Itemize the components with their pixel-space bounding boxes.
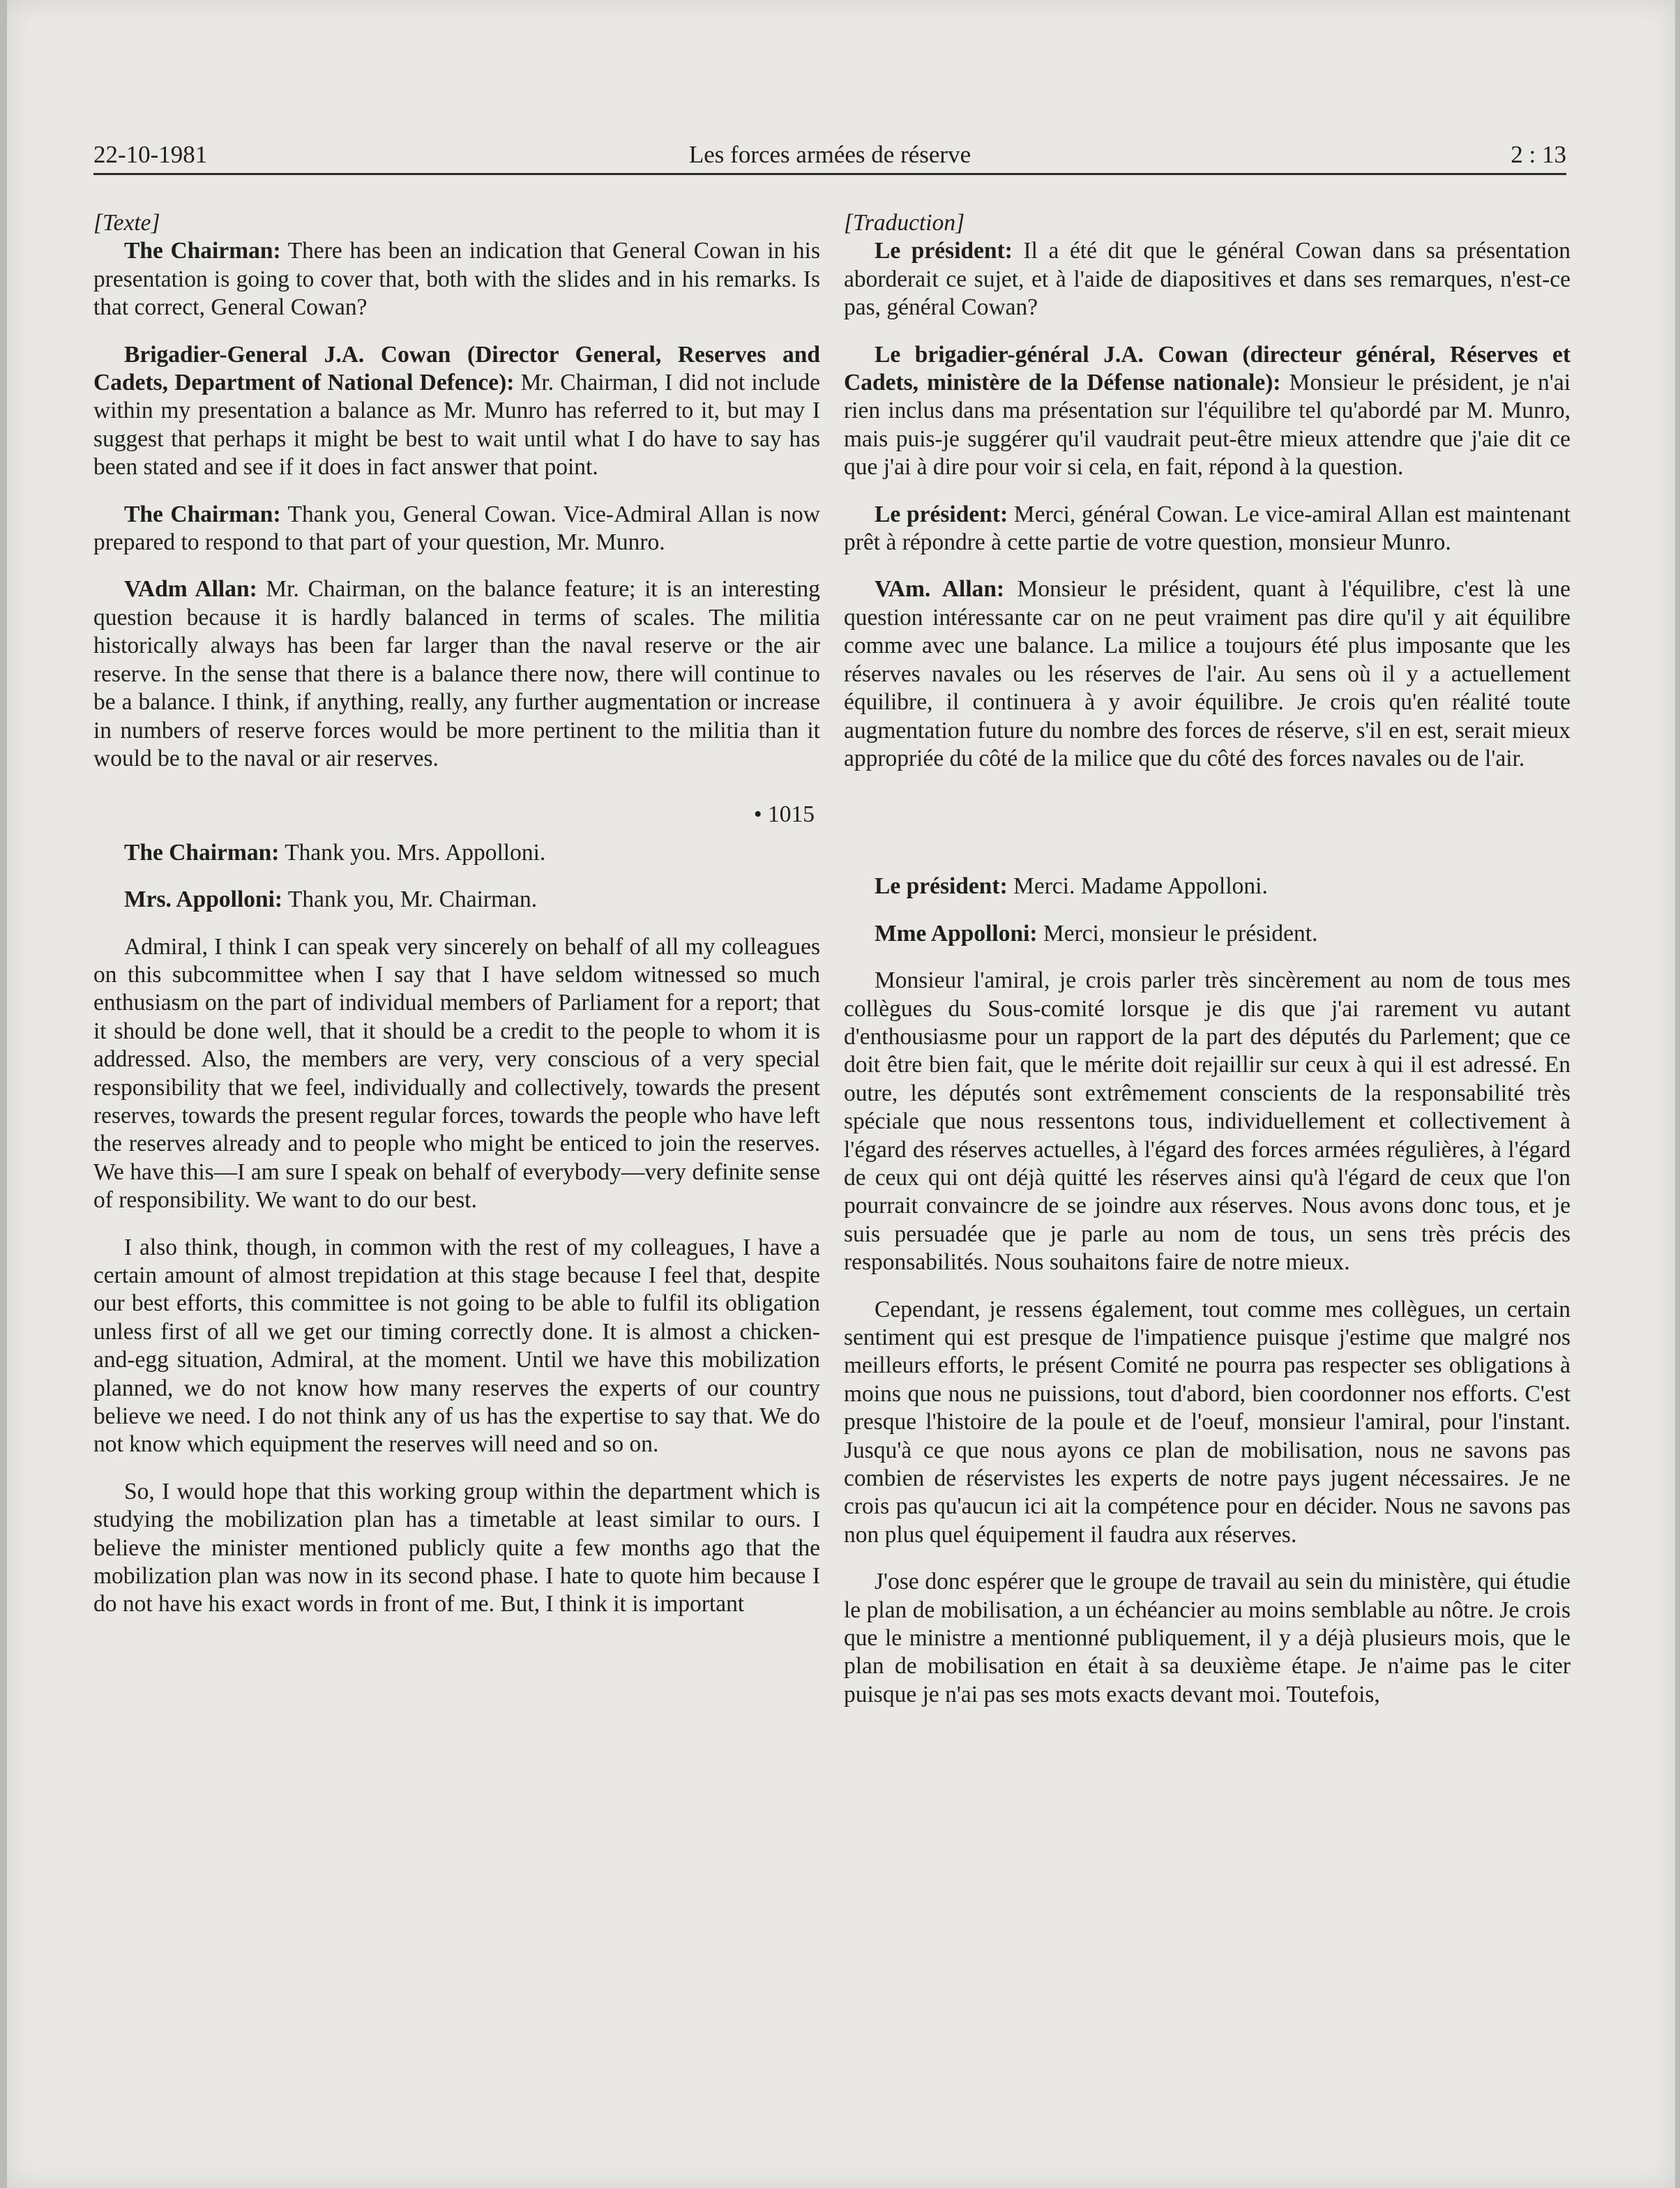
paragraph-text: Mr. Chairman, on the balance feature; it is an interesting question because it is hardly balanced in terms of scales. The militia historically always has been far larger than the naval reserve or the air reserve. In the sense that there is a balance there now, there will continue to be a balance. I think, if anything, really, any further augmentation or increase in numbers of reserve forces would be more pertinent to the militia than it would be to the naval or air reserves.	[93, 576, 820, 771]
paragraph-text: Mr. Chairman, I did not include within my presentation a balance as Mr. Munro has referred to it, but may I suggest that perhaps it might be best to wait until what I do have to say has been stated and see if it does in fact answer that point.	[93, 370, 820, 481]
paragraph	[93, 886, 820, 914]
column-tag: [Texte]	[93, 210, 160, 236]
document-page	[7, 0, 1675, 2188]
paragraph	[844, 575, 1571, 773]
paragraph-text: There has been an indication that General Cowan in his presentation is going to cover that, both with the slides and in his remarks. Is that correct, General Cowan?	[93, 238, 820, 321]
paragraph	[844, 920, 1571, 948]
speaker-name: The Chairman:	[124, 501, 281, 527]
header-page-number: 2 : 13	[1511, 141, 1566, 168]
paragraph-text: Il a été dit que le général Cowan dans sa présentation aborderait ce sujet, et à l'aide de diapositives et dans ses remarques, n'est-ce pas, général Cowan?	[844, 238, 1571, 321]
paragraph: Admiral, I think I can speak very sincerely on behalf of all my colleagues on this subcommittee when I say that I have seldom witnessed so much enthusiasm on the part of individual members of Parliament for a report; that it should be done well, that it should be a credit to the people to whom it is addressed. Also, the members are very, very conscious of a very special responsibility that we feel, individually and collectively, towards the present reserves, towards the present regular forces, towards the people who have left the reserves already and to people who might be enticed to join the reserves. We have this—I am sure I speak on behalf of everybody—very definite sense of responsibility. We want to do our best.	[93, 933, 820, 1214]
speaker-name: Mme Appolloni:	[875, 920, 1038, 946]
paragraph-text: Monsieur le président, quant à l'équilibre, c'est là une question intéressante car on ne peut vraiment pas dire qu'il y ait équilibre comme avec une balance. La milice a toujours été plus imposante que les réserves navales ou les réserves de l'air. Au sens où il y a actuellement équilibre, il continuera à y avoir équilibre. Je crois qu'en réalité toute augmentation future du nombre des forces de réserve, s'il en est, serait mieux appropriée du côté de la milice que du côté des forces navales ou de l'air.	[844, 576, 1571, 771]
paragraph: J'ose donc espérer que le groupe de travail au sein du ministère, qui étudie le plan de mobilisation, a un échéancier au moins semblable au nôtre. Je crois que le ministre a mentionné publiquement, il y a déjà plusieurs mois, que le plan de mobilisation en était à sa deuxième étape. Je n'aime pas le citer puisque je n'ai pas ses mots exacts devant moi. Toutefois,	[844, 1569, 1571, 1707]
paragraph-text: Monsieur le président, je n'ai rien inclus dans ma présentation sur l'équilibre tel qu'abordé par M. Munro, mais puis-je suggérer qu'il vaudrait peut-être mieux attendre que j'aie dit ce que j'ai à dire pour voir si cela, en fait, répond à la question.	[844, 370, 1571, 481]
page-header	[93, 134, 1566, 175]
french-column	[844, 209, 1571, 1728]
paragraph	[844, 873, 1571, 900]
paragraph	[93, 237, 820, 322]
paragraph	[844, 501, 1571, 557]
speaker-name: Brigadier-General J.A. Cowan (Director General, Reserves and Cadets, Department of National Defence):	[93, 341, 820, 396]
stamp-spacer	[844, 792, 1571, 873]
paragraph-text: Thank you. Mrs. Appolloni.	[279, 839, 546, 866]
header-date: 22-10-1981	[93, 141, 208, 168]
paragraph	[93, 839, 820, 867]
speaker-name: The Chairman:	[124, 238, 281, 264]
header-title: Les forces armées de réserve	[688, 141, 971, 168]
speaker-name: The Chairman:	[124, 839, 280, 866]
paragraph	[844, 341, 1571, 482]
speaker-name: Le président:	[875, 501, 1008, 527]
paragraph-text: Thank you, General Cowan. Vice-Admiral Allan is now prepared to respond to that part of your question, Mr. Munro.	[93, 501, 820, 556]
paragraph	[93, 501, 820, 557]
speaker-name: Mrs. Appolloni:	[124, 886, 283, 913]
speaker-name: Le président:	[875, 873, 1008, 900]
paragraph	[844, 237, 1571, 322]
column-tag: [Traduction]	[844, 210, 965, 236]
paragraph: So, I would hope that this working group within the department which is studying the mobilization plan has a timetable at least similar to ours. I believe the minister mentioned publicly quite a few months ago that the mobilization plan was now in its second phase. I hate to quote him because I do not have his exact words in front of me. But, I think it is important	[93, 1478, 820, 1617]
paragraph: Monsieur l'amiral, je crois parler très sincèrement au nom de tous mes collègues du Sous-comité lorsque je dis que j'ai rarement vu autant d'enthousiasme pour un rapport de la part des députés du Parlement; que ce doit être bien fait, que le mérite doit rejaillir sur ceux à qui il est adressé. En outre, les députés sont extrêmement conscients de la responsabilité très spéciale que nous ressentons tous, individuellement et collectivement à l'égard des réserves actuelles, à l'égard des forces armées régulières, à l'égard de ceux qui ont déjà quitté les réserves ainsi qu'à l'égard de ceux que l'on pourrait convaincre de se joindre aux réserves. Nous avons donc tous, et je suis persuadée que je parle au nom de tous, un sens très précis des responsabilités. Nous souhaitons faire de notre mieux.	[844, 967, 1571, 1276]
speaker-name: Le président:	[875, 238, 1013, 264]
paragraph-text: Merci, général Cowan. Le vice-amiral Allan est maintenant prêt à répondre à cette partie de votre question, monsieur Munro.	[844, 501, 1571, 556]
paragraph: I also think, though, in common with the rest of my colleagues, I have a certain amount of almost trepidation at this stage because I feel that, despite our best efforts, this committee is not going to be able to fulfil its obligation unless first of all we get our timing correctly done. It is almost a chicken-and-egg situation, Admiral, at the moment. Until we have this mobilization planned, we do not know how many reserves the experts of our country believe we need. I do not think any of us has the expertise to say that. We do not know which equipment the reserves will need and so on.	[93, 1234, 820, 1458]
speaker-name: Le brigadier-général J.A. Cowan (directeur général, Réserves et Cadets, ministère de la Défense nationale):	[844, 341, 1571, 396]
speaker-name: VAm. Allan:	[875, 576, 1005, 603]
paragraph	[93, 341, 820, 482]
paragraph-text: Thank you, Mr. Chairman.	[282, 886, 538, 913]
speaker-name: VAdm Allan:	[124, 576, 257, 603]
english-column	[93, 209, 820, 1638]
time-stamp: • 1015	[753, 801, 815, 828]
paragraph	[93, 575, 820, 773]
paragraph-text: Merci, monsieur le président.	[1037, 920, 1318, 946]
paragraph: Cependant, je ressens également, tout comme mes collègues, un certain sentiment qui est presque de l'impatience puisque j'estime que malgré nos meilleurs efforts, le présent Comité ne pourra pas respecter ses obligations à moins que nous ne puissions, tout d'abord, bien coordonner nos efforts. C'est presque l'histoire de la poule et de l'oeuf, monsieur l'amiral, pour l'instant. Jusqu'à ce que nous ayons ce plan de mobilisation, nous ne savons pas combien de réservistes les experts de notre pays jugent nécessaires. Je ne crois pas qu'aucun ici ait la compétence pour en décider. Nous ne savons pas non plus quel équipement il faudra aux réserves.	[844, 1296, 1571, 1548]
paragraph-text: Merci. Madame Appolloni.	[1007, 873, 1268, 900]
